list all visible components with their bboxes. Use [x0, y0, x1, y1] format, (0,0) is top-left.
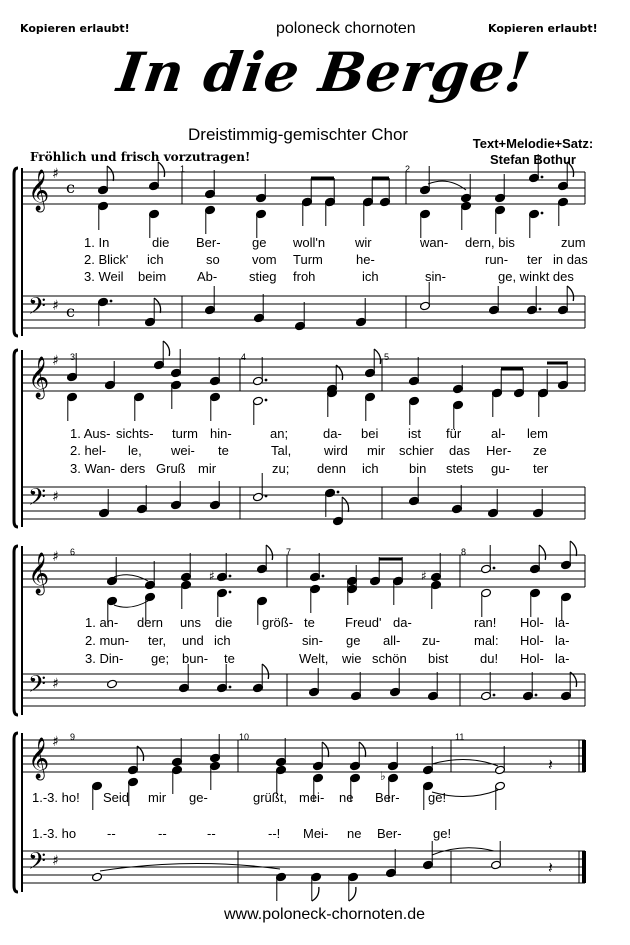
lyric-syllable: wir	[355, 235, 372, 250]
lyric-syllable: bun-	[182, 651, 209, 666]
lyric-syllable: zu;	[272, 461, 290, 476]
lyric-syllable: 3. Weil	[84, 269, 124, 284]
key-sharp-icon: ♯	[52, 676, 59, 692]
bass-clef-icon: 𝄢	[28, 847, 47, 880]
measure-number: 8	[461, 547, 467, 557]
note-dot	[539, 308, 542, 311]
lyric-syllable: woll'n	[293, 235, 326, 250]
lyric-syllable: ze	[533, 443, 547, 458]
lyric-syllable: stieg	[249, 269, 277, 284]
flat-icon: ♭	[380, 769, 386, 783]
bass-clef-icon: 𝄢	[28, 292, 47, 325]
lyric-syllable: al-	[491, 426, 506, 441]
lyric-syllable: bist	[428, 651, 449, 666]
note-flag	[539, 545, 545, 560]
lyric-syllable: mir	[367, 443, 386, 458]
lyric-syllable: beim	[138, 269, 167, 284]
lyric-syllable: hin-	[210, 426, 232, 441]
note-flag	[266, 545, 272, 560]
lyric-syllable: sin-	[302, 633, 323, 648]
note-dot	[229, 591, 232, 594]
bracket	[14, 168, 18, 336]
lyric-syllable: ne	[347, 826, 362, 841]
common-time-icon: c	[66, 302, 75, 321]
lyric-syllable: Welt,	[299, 651, 329, 666]
lyric-syllable: da-	[393, 615, 412, 630]
measure-number: 11	[455, 732, 465, 742]
lyric-syllable: ist	[408, 426, 421, 441]
lyric-syllable: ne	[339, 790, 354, 805]
bass-clef-icon: 𝄢	[28, 670, 47, 703]
key-sharp-icon: ♯	[52, 489, 59, 505]
lyric-syllable: 1.-3. ho!	[32, 790, 80, 805]
lyric-syllable: wan-	[420, 235, 449, 250]
footer-url: www.poloneck-chornoten.de	[224, 906, 426, 923]
lyric-syllable: wei-	[171, 443, 195, 458]
lyric-syllable: ge-	[189, 790, 208, 805]
lyric-syllable: 2. hel-	[70, 443, 107, 458]
lyric-syllable: die	[152, 235, 170, 250]
lyric-syllable: bei	[361, 426, 379, 441]
lyric-syllable: ter,	[148, 633, 167, 648]
note-flag	[359, 742, 365, 757]
note-dot	[337, 491, 340, 494]
credit-line-2: Stefan Bothur	[490, 152, 576, 167]
lyric-syllable: dern	[137, 615, 164, 630]
lyric-syllable: Ber-	[375, 790, 400, 805]
lyric-syllable: 2. Blick'	[84, 252, 129, 267]
tie	[432, 759, 498, 766]
lyric-syllable: Ber-	[196, 235, 221, 250]
copy-note-left: Kopieren erlaubt!	[20, 22, 130, 35]
song-title: In die Berge!	[113, 40, 535, 104]
lyric-syllable: Mei-	[303, 826, 329, 841]
note-flag	[158, 162, 164, 177]
measure-number: 5	[384, 352, 390, 362]
lyric-syllable: und	[182, 633, 204, 648]
lyric-syllable: uns	[180, 615, 201, 630]
lyric-syllable: 1. an-	[85, 615, 119, 630]
lyric-syllable: 1. In	[84, 235, 110, 250]
lyric-syllable: ge	[252, 235, 267, 250]
lyric-syllable: ge;	[151, 651, 170, 666]
lyric-syllable: --	[207, 826, 216, 841]
publisher-name: poloneck chornoten	[276, 20, 416, 37]
measure-number: 9	[70, 732, 76, 742]
lyric-syllable: ge!	[428, 790, 447, 805]
bracket	[14, 733, 18, 892]
lyric-syllable: sichts-	[116, 426, 154, 441]
lyric-syllable: Turm	[293, 252, 323, 267]
treble-clef-icon: 𝄞	[28, 170, 50, 211]
note-dot	[229, 575, 232, 578]
lyric-syllable: Gruß	[156, 461, 186, 476]
lyric-syllable: das	[449, 443, 470, 458]
note-flag	[570, 541, 576, 556]
note-flag	[262, 664, 268, 679]
lyric-syllable: ter	[527, 252, 543, 267]
bracket	[14, 546, 18, 715]
measure-number: 6	[70, 547, 76, 557]
lyric-syllable: ich	[362, 461, 379, 476]
lyric-syllable: wird	[324, 443, 348, 458]
lyric-syllable: --	[107, 826, 116, 841]
sharp-icon: ♯	[421, 569, 427, 583]
key-sharp-icon: ♯	[52, 853, 59, 869]
lyric-syllable: vom	[252, 252, 277, 267]
lyric-syllable: zum	[561, 235, 586, 250]
lyric-syllable: mir	[148, 790, 167, 805]
lyric-syllable: te	[218, 443, 229, 458]
lyric-syllable: te	[304, 615, 315, 630]
note-dot	[265, 495, 268, 498]
lyric-syllable: größ-	[262, 615, 294, 630]
lyric-syllable: lem	[527, 426, 548, 441]
measure-number: 10	[239, 732, 250, 742]
note-dot	[110, 300, 113, 303]
lyric-syllable: te	[224, 651, 235, 666]
note-head	[92, 872, 103, 882]
lyric-syllable: zu-	[422, 633, 441, 648]
lyric-syllable: da-	[323, 426, 342, 441]
bracket	[14, 350, 18, 527]
lyric-syllable: in das	[553, 252, 588, 267]
note-flag	[342, 497, 348, 512]
tie	[114, 601, 148, 607]
note-dot	[322, 575, 325, 578]
lyric-syllable: ich	[214, 633, 231, 648]
lyric-syllable: Ab-	[197, 269, 218, 284]
lyric-syllable: mir	[198, 461, 217, 476]
lyric-syllable: --!	[268, 826, 281, 841]
note-flag	[349, 887, 356, 901]
lyric-syllable: la-	[555, 651, 570, 666]
lyric-syllable: sin-	[425, 269, 446, 284]
measure-number: 7	[286, 547, 292, 557]
lyric-syllable: schier	[399, 443, 434, 458]
treble-clef-icon: 𝄞	[28, 357, 50, 398]
note-dot	[493, 694, 496, 697]
note-flag	[322, 742, 328, 757]
key-sharp-icon: ♯	[52, 353, 59, 369]
key-sharp-icon: ♯	[52, 166, 59, 182]
lyric-syllable: run-	[485, 252, 509, 267]
lyric-syllable: ge, winkt des	[498, 269, 574, 284]
treble-clef-icon: 𝄞	[28, 553, 50, 594]
lyric-syllable: froh	[293, 269, 316, 284]
lyric-syllable: he-	[356, 252, 375, 267]
lyric-syllable: Hol-	[520, 615, 544, 630]
note-dot	[493, 567, 496, 570]
lyric-syllable: all-	[383, 633, 401, 648]
bass-clef-icon: 𝄢	[28, 483, 47, 516]
lyric-syllable: gu-	[491, 461, 510, 476]
tempo-marking: Fröhlich und frisch vorzutragen!	[30, 150, 251, 164]
lyric-syllable: Tal,	[271, 443, 292, 458]
lyric-syllable: ich	[147, 252, 164, 267]
lyric-syllable: Hol-	[520, 651, 544, 666]
note-flag	[107, 166, 113, 181]
note-flag	[312, 887, 319, 901]
copy-note-right: Kopieren erlaubt!	[488, 22, 598, 35]
subtitle: Dreistimmig-gemischter Chor	[188, 125, 409, 144]
lyric-syllable: denn	[317, 461, 346, 476]
lyric-syllable: die	[215, 615, 233, 630]
lyric-syllable: bin	[409, 461, 427, 476]
lyric-syllable: 3. Din-	[85, 651, 124, 666]
key-sharp-icon: ♯	[52, 298, 59, 314]
note-flag	[154, 298, 160, 313]
note-dot	[541, 212, 544, 215]
note-flag	[163, 341, 169, 356]
lyric-syllable: stets	[446, 461, 474, 476]
note-dot	[265, 399, 268, 402]
sharp-icon: ♯	[209, 569, 215, 583]
lyric-syllable: an;	[270, 426, 289, 441]
lyric-syllable: 2. mun-	[85, 633, 130, 648]
lyric-syllable: Ber-	[377, 826, 402, 841]
measure-number: 3	[70, 352, 76, 362]
tie	[114, 575, 148, 581]
lyric-syllable: Her-	[486, 443, 512, 458]
lyric-syllable: --	[158, 826, 167, 841]
lyric-syllable: ich	[362, 269, 379, 284]
lyric-syllable: ge	[346, 633, 361, 648]
key-sharp-icon: ♯	[52, 734, 59, 750]
lyric-syllable: ran!	[474, 615, 497, 630]
lyric-syllable: la-	[555, 615, 570, 630]
note-dot	[265, 379, 268, 382]
measure-number: 4	[241, 352, 247, 362]
lyric-syllable: so	[206, 252, 220, 267]
note-dot	[541, 176, 544, 179]
treble-clef-icon: 𝄞	[28, 738, 50, 779]
note-flag	[567, 286, 573, 301]
lyric-syllable: du!	[480, 651, 499, 666]
lyric-syllable: 1. Aus-	[70, 426, 111, 441]
lyric-syllable: wie	[342, 651, 362, 666]
rest-icon: 𝄽	[548, 858, 553, 877]
common-time-icon: c	[66, 178, 75, 197]
note-dot	[535, 694, 538, 697]
note-flag	[374, 349, 380, 364]
lyric-syllable: ge!	[433, 826, 452, 841]
rest-icon: 𝄽	[548, 755, 553, 774]
measure-number: 1	[180, 164, 186, 174]
note-head	[107, 679, 118, 689]
lyric-syllable: mal:	[474, 633, 499, 648]
tie	[428, 181, 466, 190]
lyric-syllable: 3. Wan-	[70, 461, 116, 476]
credit-line-1: Text+Melodie+Satz:	[472, 136, 594, 151]
lyric-syllable: Hol-	[520, 633, 544, 648]
measure-number: 2	[405, 164, 411, 174]
lyric-syllable: grüßt,	[253, 790, 287, 805]
lyric-syllable: dern, bis	[465, 235, 515, 250]
lyric-syllable: schön	[372, 651, 407, 666]
lyric-syllable: ter	[533, 461, 549, 476]
lyric-syllable: Seid	[103, 790, 130, 805]
lyric-syllable: mei-	[299, 790, 325, 805]
lyric-syllable: 1.-3. ho	[32, 826, 77, 841]
lyric-syllable: Freud'	[345, 615, 382, 630]
lyric-syllable: ders	[120, 461, 146, 476]
lyric-syllable: le,	[128, 443, 142, 458]
lyric-syllable: turm	[172, 426, 198, 441]
lyric-syllable: la-	[555, 633, 570, 648]
lyric-syllable: für	[446, 426, 462, 441]
note-dot	[229, 686, 232, 689]
key-sharp-icon: ♯	[52, 549, 59, 565]
note-flag	[567, 162, 573, 177]
